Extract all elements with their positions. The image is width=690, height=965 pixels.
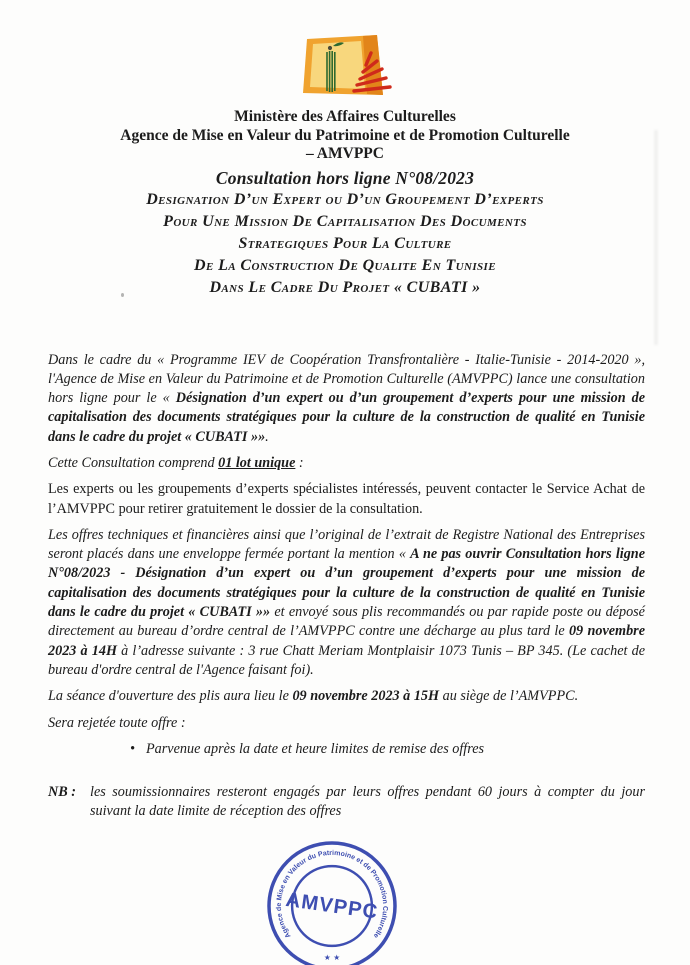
- subject-line-3: Strategiques Pour La Culture: [238, 234, 452, 252]
- ministry-title: Ministère des Affaires Culturelles: [234, 108, 456, 125]
- amvppc-round-stamp: [262, 836, 402, 965]
- rejection-bullet-item: [48, 740, 645, 759]
- paragraph-submission: [48, 526, 645, 680]
- paragraph-contact-text: Les experts ou les groupements d’experts spécialistes intéressés, peuvent contacter le Service Achat de l’AMVPPC pour retirer gratuitement le dossier de la consultation.: [48, 481, 645, 517]
- agency-abbreviation: – AMVPPC: [306, 145, 384, 162]
- paragraph-lot-end: :: [295, 454, 304, 471]
- subject-line-5: Dans Le Cadre Du Projet « CUBATI »: [209, 278, 481, 296]
- nota-bene: [48, 783, 645, 822]
- scan-speck-artifact: [121, 293, 124, 297]
- agency-title: Agence de Mise en Valeur du Patrimoine et de Promotion Culturelle: [120, 126, 570, 144]
- opening-session-end: au siège de l’AMVPPC.: [439, 688, 579, 705]
- envelope-mention-bold: A ne pas ouvrir Consultation hors ligne N°08/2023 - Désignation d’un expert ou d’un groupement d’experts pour une mission de capitalisation des documents stratégiques pour la culture de la construction de qualité en Tunisie dans le cadre du projet « CUBATI »»: [48, 546, 645, 621]
- rejection-bullet-text: Parvenue après la date et heure limites de remise des offres: [146, 740, 485, 757]
- stamp-stars-icon: ★ ★: [323, 952, 341, 962]
- subject-line-1: Designation D’un Expert ou D’un Groupement D’experts: [146, 190, 544, 208]
- nb-label: NB :: [48, 784, 76, 801]
- opening-date-bold: 09 novembre 2023 à 15H: [292, 688, 440, 705]
- bullet-icon: •: [130, 740, 135, 757]
- paragraph-context: [48, 351, 645, 447]
- nb-text: les soumissionnaires resteront engagés par leurs offres pendant 60 jours à compter du jour suivant la date limite de réception des offres: [90, 784, 645, 820]
- consultation-number: Consultation hors ligne N°08/2023: [215, 167, 475, 188]
- lot-unique-highlight: 01 lot unique: [218, 454, 296, 471]
- paragraph-submission-intro: Les offres techniques et financières ainsi que l’original de l’extrait de Registre National des Entreprises seront placés dans une enveloppe fermée portant la mention «: [48, 526, 645, 563]
- amvppc-culture-logo-icon: [297, 34, 393, 102]
- paragraph-contact: [48, 480, 645, 519]
- scan-streak-artifact: [654, 130, 658, 345]
- opening-session-text: La séance d'ouverture des plis aura lieu le: [48, 688, 293, 705]
- paragraph-context-bold: Désignation d’un expert ou d’un groupement d’experts pour une mission de capitalisation des documents stratégiques pour la culture de la construction de qualité en Tunisie dans le cadre du projet « CUBATI »»: [48, 390, 645, 445]
- stamp-ring-text: Agence de Mise en Valeur du Patrimoine et de Promotion Culturelle: [275, 849, 389, 939]
- stamp-center-text: AMVPPC: [284, 888, 380, 924]
- paragraph-rejection: [48, 714, 645, 733]
- paragraph-lot: [48, 454, 645, 473]
- subject-line-4: De La Construction De Qualite En Tunisie: [194, 256, 496, 274]
- subject-line-2: Pour Une Mission De Capitalisation Des Documents: [163, 212, 527, 230]
- paragraph-lot-text: Cette Consultation comprend: [48, 454, 219, 471]
- paragraph-submission-middle: et envoyé sous plis recommandés ou par rapide poste ou déposé directement au bureau d’ordre central de l’AMVPPC contre une décharge au plus tard le: [48, 604, 645, 640]
- document-header: [0, 0, 690, 299]
- logo-container: [0, 34, 690, 104]
- paragraph-submission-end: à l’adresse suivante : 3 rue Chatt Meriam Montplaisir 1073 Tunis – BP 345. (Le cachet de bureau d'ordre central de l'Agence faisant foi).: [48, 642, 645, 678]
- paragraph-context-text: Dans le cadre du « Programme IEV de Coopération Transfrontalière - Italie-Tunisie - 2014-2020 », l'Agence de Mise en Valeur du Patrimoine et de Promotion Culturelle (AMVPPC) lance une consultation hors ligne pour le «: [48, 351, 645, 407]
- paragraph-opening-session: [48, 687, 645, 706]
- rejection-intro-text: Sera rejetée toute offre :: [48, 714, 186, 731]
- paragraph-context-end: .: [265, 428, 269, 445]
- deadline-date-bold: 09 novembre 2023 à 14H: [48, 623, 645, 659]
- document-body: [48, 351, 645, 822]
